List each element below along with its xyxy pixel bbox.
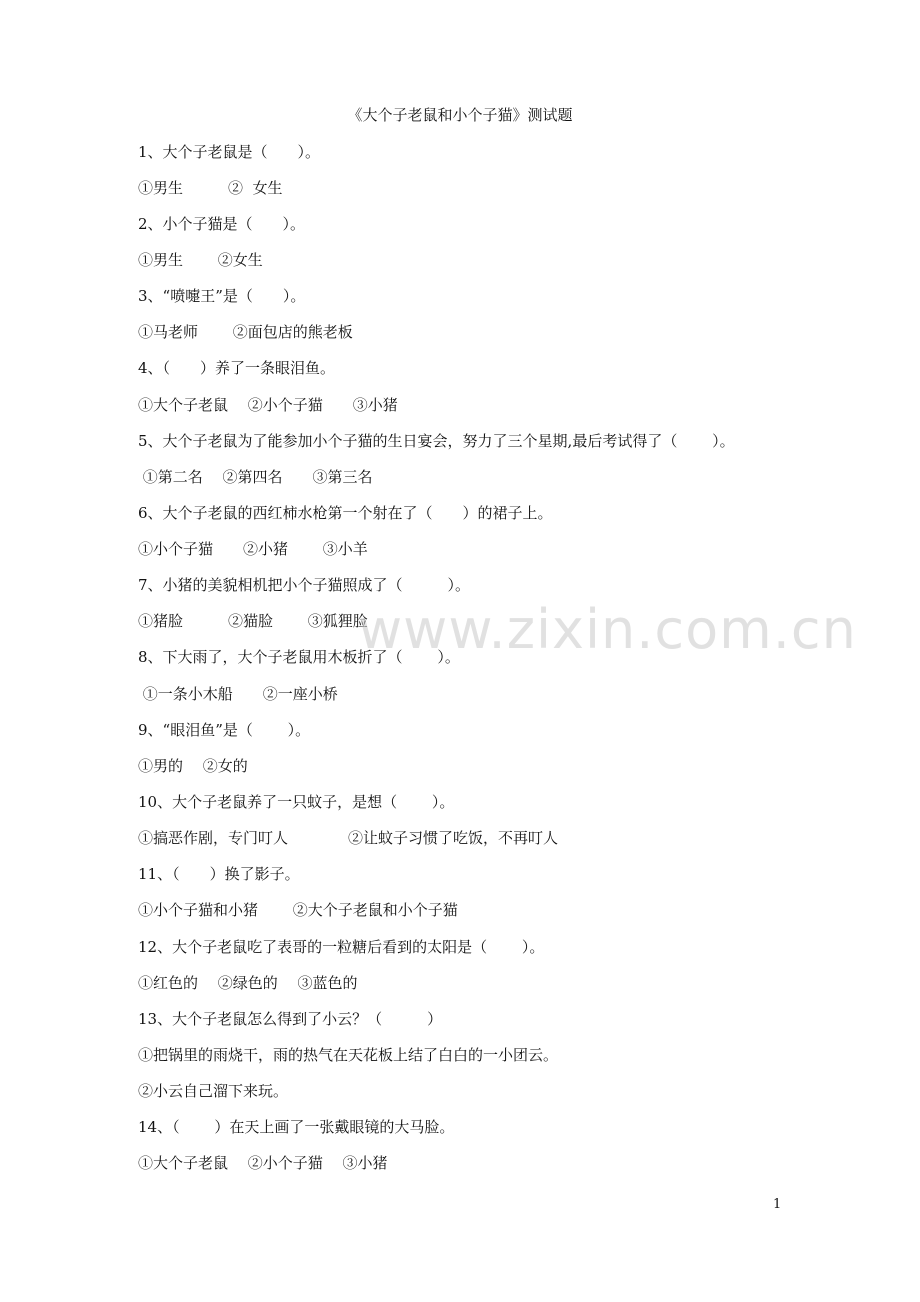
- options-4: ①大个子老鼠 ②小个子猫 ③小猪: [138, 396, 398, 414]
- options-13-b: ②小云自己溜下来玩。: [138, 1082, 289, 1100]
- options-10: ①搞恶作剧，专门叮人 ②让蚊子习惯了吃饭，不再叮人: [138, 829, 559, 847]
- options-2: ①男生 ②女生: [138, 251, 263, 269]
- question-10: 10、大个子老鼠养了一只蚊子，是想（ ）。: [138, 793, 455, 811]
- options-9: ①男的 ②女的: [138, 757, 248, 775]
- question-3: 3、“喷嚏王”是（ ）。: [138, 287, 306, 305]
- question-5: 5、大个子老鼠为了能参加小个子猫的生日宴会，努力了三个星期,最后考试得了（ ）。: [138, 432, 735, 450]
- watermark: www.zixin.com.cn: [358, 598, 857, 661]
- question-4: 4、（ ）养了一条眼泪鱼。: [138, 359, 336, 377]
- question-7: 7、小猪的美貌相机把小个子猫照成了（ ）。: [138, 576, 471, 594]
- question-6: 6、大个子老鼠的西红柿水枪第一个射在了（ ）的裙子上。: [138, 504, 553, 522]
- page-number: 1: [773, 1197, 782, 1212]
- question-13: 13、大个子老鼠怎么得到了小云？（ ）: [138, 1010, 443, 1028]
- question-12: 12、大个子老鼠吃了表哥的一粒糖后看到的太阳是（ ）。: [138, 938, 545, 956]
- options-12: ①红色的 ②绿色的 ③蓝色的: [138, 974, 358, 992]
- question-1: 1、大个子老鼠是（ ）。: [138, 143, 321, 161]
- question-2: 2、小个子猫是（ ）。: [138, 215, 306, 233]
- options-14: ①大个子老鼠 ②小个子猫 ③小猪: [138, 1154, 388, 1172]
- options-3: ①马老师 ②面包店的熊老板: [138, 323, 353, 341]
- options-11: ①小个子猫和小猪 ②大个子老鼠和小个子猫: [138, 901, 458, 919]
- page-title: 《大个子老鼠和小个子猫》测试题: [347, 106, 573, 124]
- options-6: ①小个子猫 ②小猪 ③小羊: [138, 540, 368, 558]
- question-14: 14、（ ）在天上画了一张戴眼镜的大马脸。: [138, 1118, 455, 1136]
- options-8: ①一条小木船 ②一座小桥: [138, 685, 338, 703]
- options-5: ①第二名 ②第四名 ③第三名: [138, 468, 373, 486]
- options-1: ①男生 ② 女生: [138, 179, 283, 197]
- options-7: ①猪脸 ②猫脸 ③狐狸脸: [138, 612, 368, 630]
- question-8: 8、下大雨了，大个子老鼠用木板折了（ ）。: [138, 648, 460, 666]
- options-13-a: ①把锅里的雨烧干，雨的热气在天花板上结了白白的一小团云。: [138, 1046, 559, 1064]
- question-9: 9、“眼泪鱼”是（ ）。: [138, 721, 311, 739]
- question-11: 11、（ ）换了影子。: [138, 865, 300, 883]
